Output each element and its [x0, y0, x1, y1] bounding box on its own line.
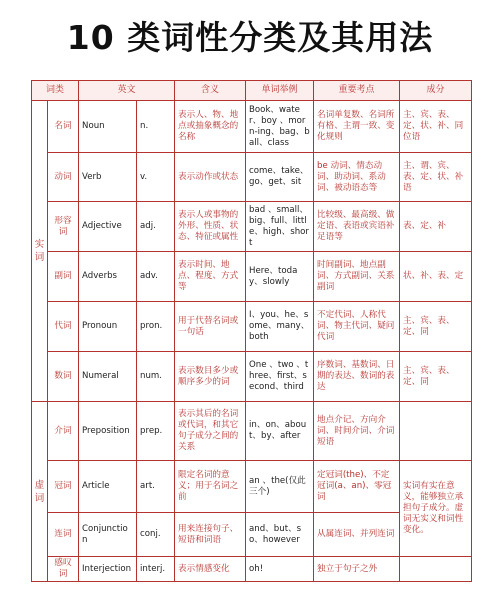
header-role: 成分: [400, 81, 472, 101]
row-examples: in、on、about、by、after: [246, 402, 314, 461]
group-xuci: 虚词: [32, 402, 48, 582]
row-meaning: 表示动作或状态: [175, 153, 246, 202]
row-abbr: prep.: [137, 402, 175, 461]
row-role: 状、补、表、定: [400, 252, 472, 302]
row-role: 主、谓、宾、表、定、状、补语: [400, 153, 472, 202]
row-meaning: 表示时间、地点、程度、方式等: [175, 252, 246, 302]
row-word-class: 形容词: [48, 202, 79, 252]
row-abbr: adv.: [137, 252, 175, 302]
row-key-points: 名词单复数、名词所有格、主谓一致、变化规则: [314, 101, 400, 153]
row-english: Interjection: [79, 557, 137, 582]
row-english: Noun: [79, 101, 137, 153]
row-role: 表、定、补: [400, 202, 472, 252]
word-class-table: [31, 80, 472, 582]
row-english: Pronoun: [79, 302, 137, 352]
table-row: [32, 461, 472, 513]
row-key-points: 不定代词、人称代词、物主代词、疑问代词: [314, 302, 400, 352]
row-english: Conjunction: [79, 513, 137, 557]
row-examples: bad 、small、big、full、little、high、short: [246, 202, 314, 252]
row-role: 主、宾、表、定、同: [400, 352, 472, 402]
row-examples: come、take、go、get、sit: [246, 153, 314, 202]
row-key-points: 地点介记、方向介词、时间介词、介词短语: [314, 402, 400, 461]
row-word-class: 名词: [48, 101, 79, 153]
row-key-points: 序数词、基数词、日期的表达、数词的表达: [314, 352, 400, 402]
table-row: [32, 101, 472, 153]
table-row: [32, 153, 472, 202]
row-meaning: 表示情感变化: [175, 557, 246, 582]
page-title: 10 类词性分类及其用法: [66, 18, 434, 57]
row-english: Verb: [79, 153, 137, 202]
row-role: 主、宾、表、定、状、补、同位语: [400, 101, 472, 153]
row-role-empty: [400, 557, 472, 582]
row-word-class: 代词: [48, 302, 79, 352]
group-shici: 实词: [32, 101, 48, 402]
row-examples: One 、two 、three、first、second、third: [246, 352, 314, 402]
row-role-empty: [400, 402, 472, 461]
row-meaning: 表示人、物、地点或抽象概念的名称: [175, 101, 246, 153]
table-header-row: [32, 81, 472, 101]
row-english: Article: [79, 461, 137, 513]
row-key-points: 比较级、最高级、做定语、表语或宾语补足语等: [314, 202, 400, 252]
row-meaning: 表示其后的名词或代词，和其它句子成分之间的关系: [175, 402, 246, 461]
row-english: Numeral: [79, 352, 137, 402]
table-row: [32, 402, 472, 461]
row-key-points: be 动词、情态动词、助动词、系动词、被动语态等: [314, 153, 400, 202]
row-word-class: 数词: [48, 352, 79, 402]
table-row: [32, 252, 472, 302]
row-abbr: v.: [137, 153, 175, 202]
row-meaning: 表示数目多少或顺序多少的词: [175, 352, 246, 402]
row-english: Adjective: [79, 202, 137, 252]
row-examples: Book、water、boy 、morn-ing、bag、ball、class: [246, 101, 314, 153]
row-abbr: conj.: [137, 513, 175, 557]
row-word-class: 连词: [48, 513, 79, 557]
row-word-class: 动词: [48, 153, 79, 202]
header-key-points: 重要考点: [314, 81, 400, 101]
row-examples: oh!: [246, 557, 314, 582]
table-row: [32, 557, 472, 582]
row-abbr: adj.: [137, 202, 175, 252]
row-english: Adverbs: [79, 252, 137, 302]
row-word-class: 副词: [48, 252, 79, 302]
xuci-role-note: 实词有实在意义，能够独立承担句子成分。虚词无实义和词性变化。: [400, 461, 472, 557]
row-meaning: 用来连接句子、短语和词语: [175, 513, 246, 557]
row-word-class: 冠词: [48, 461, 79, 513]
header-word-class: 词类: [32, 81, 79, 101]
row-examples: and、but、so、however: [246, 513, 314, 557]
row-word-class: 感叹词: [48, 557, 79, 582]
row-key-points: 独立于句子之外: [314, 557, 400, 582]
row-abbr: n.: [137, 101, 175, 153]
row-examples: Here、today、slowly: [246, 252, 314, 302]
row-abbr: pron.: [137, 302, 175, 352]
header-examples: 单词举例: [246, 81, 314, 101]
row-meaning: 用于代替名词或一句话: [175, 302, 246, 352]
table-row: [32, 302, 472, 352]
header-english: 英文: [79, 81, 175, 101]
row-word-class: 介词: [48, 402, 79, 461]
row-english: Preposition: [79, 402, 137, 461]
header-meaning: 含义: [175, 81, 246, 101]
row-examples: an 、the(仅此三个): [246, 461, 314, 513]
table-row: [32, 352, 472, 402]
row-meaning: 表示人或事物的外形、性质、状态、特征或属性: [175, 202, 246, 252]
table-row: [32, 202, 472, 252]
row-abbr: art.: [137, 461, 175, 513]
row-key-points: 时间副词、地点副词、方式副词、关系副词: [314, 252, 400, 302]
row-abbr: interj.: [137, 557, 175, 582]
row-abbr: num.: [137, 352, 175, 402]
row-meaning: 限定名词的意义；用于名词之前: [175, 461, 246, 513]
row-key-points: 从属连词、并列连词: [314, 513, 400, 557]
row-examples: I、you、he、some、many、both: [246, 302, 314, 352]
row-key-points: 定冠词(the)、不定冠词(a、an)、零冠词: [314, 461, 400, 513]
row-role: 主、宾、表、定、同: [400, 302, 472, 352]
